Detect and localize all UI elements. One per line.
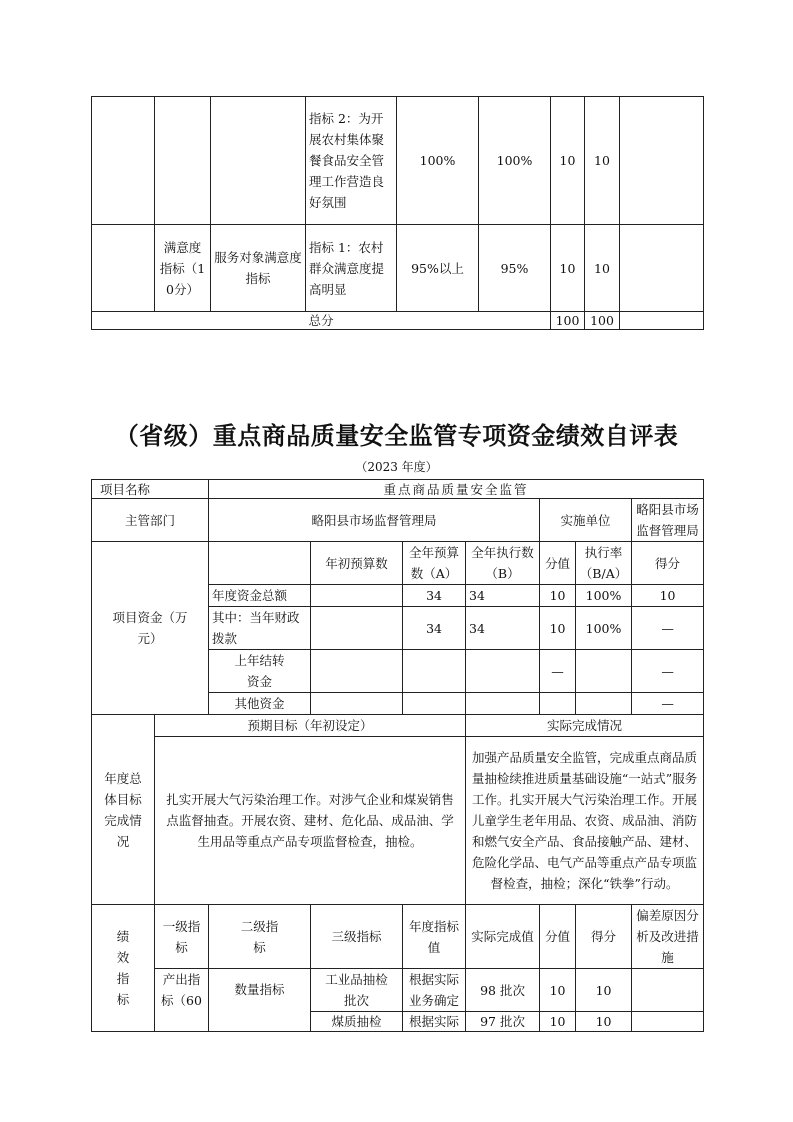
full-header: 全年预算数（A） [403,542,466,585]
dept-value: 略阳县市场监督管理局 [209,499,540,542]
weight-cell: 10 [551,97,585,225]
funds-full: 34 [403,585,466,607]
dept-label: 主管部门 [92,499,209,542]
exec-header: 全年执行数（B） [466,542,540,585]
funds-full: 34 [403,607,466,650]
funds-full [403,650,466,693]
funds-rate: 100% [576,607,632,650]
top-blank-cell [155,97,211,225]
impl-value: 略阳县市场监督管理局 [632,499,704,542]
funds-score: — [632,607,704,650]
funds-initial [311,585,403,607]
funds-row-label: 年度资金总额 [209,585,311,607]
initial-header: 年初预算数 [311,542,403,585]
funds-label: 项目资金（万元） [92,542,209,715]
project-name: 重点商品质量安全监管 [209,480,704,499]
indicator-cell: 指标 1：农村群众满意度提高明显 [306,225,397,312]
level1-cell: 满意度指标（10分） [155,225,211,312]
perf-actual: 97 批次 [466,1012,540,1032]
impl-label: 实施单位 [540,499,632,542]
l3-header: 三级指标 [311,905,403,969]
year-label: （2023 年度） [355,460,438,474]
funds-exec: 34 [466,607,540,650]
total-label: 总分 [92,312,551,330]
score-header: 得分 [576,905,632,969]
actual-header: 实际完成值 [466,905,540,969]
weight-header: 分值 [540,542,576,585]
perf-l3: 煤质抽检 [311,1012,403,1032]
funds-rate [576,693,632,715]
funds-row-label: 其他资金 [209,693,311,715]
perf-actual: 98 批次 [466,969,540,1012]
weight-header: 分值 [540,905,576,969]
funds-exec: 34 [466,585,540,607]
reason-header: 偏差原因分析及改进措施 [632,905,704,969]
actual-label: 实际完成情况 [466,715,704,737]
funds-exec [466,650,540,693]
expected-text: 扎实开展大气污染治理工作。对涉气企业和煤炭销售点监督抽查。开展农资、建材、危化品、成品油、学生用品等重点产品专项监督检查，抽检。 [155,737,466,905]
indicator-cell: 指标 2：为开展农村集体聚餐食品安全管理工作营造良好氛围 [306,97,397,225]
actual-cell: 100% [479,97,551,225]
funds-weight: 10 [540,607,576,650]
expected-label: 预期目标（年初设定） [155,715,466,737]
funds-score: — [632,650,704,693]
funds-weight: — [540,650,576,693]
project-name-label: 项目名称 [92,480,209,499]
perf-weight: 10 [540,969,576,1012]
actual-cell: 95% [479,225,551,312]
funds-initial [311,650,403,693]
score-cell: 10 [585,97,620,225]
reason-cell [620,312,704,330]
page-title: （省级）重点商品质量安全监管专项资金绩效自评表 [114,422,679,450]
perf-target: 根据实际业务确定 [403,969,466,1012]
level2-cell: 服务对象满意度指标 [211,225,306,312]
funds-exec [466,693,540,715]
top-blank-cell [92,225,155,312]
funds-weight: 10 [540,585,576,607]
funds-row-label: 上年结转资金 [209,650,311,693]
perf-weight: 10 [540,1012,576,1032]
perf-score: 10 [576,969,632,1012]
target-cell: 100% [397,97,479,225]
perf-l1: 产出指标（60 [155,969,209,1032]
blank-header-cell [209,542,311,585]
target-header: 年度指标值 [403,905,466,969]
funds-full [403,693,466,715]
perf-l2: 数量指标 [209,969,311,1032]
score-header: 得分 [632,542,704,585]
target-cell: 95%以上 [397,225,479,312]
goal-label: 年度总体目标完成情况 [92,715,155,905]
perf-target: 根据实际 [403,1012,466,1032]
actual-text: 加强产品质量安全监管，完成重点商品质量抽检续推进质量基础设施“一站式”服务工作。扎实开展大气污染治理工作。开展儿童学生老年用品、农资、成品油、消防和燃气安全产品、食品接触产品、建材、危险化学品、电气产品等重点产品专项监督检查，抽检；深化“铁拳”行动。 [466,737,704,905]
rate-header: 执行率（B/A） [576,542,632,585]
funds-weight [540,693,576,715]
reason-cell [620,97,704,225]
total-weight: 100 [551,312,585,330]
perf-reason [632,1012,704,1032]
perf-reason [632,969,704,1012]
top-blank-cell [92,97,155,225]
assessment-table [91,479,704,1032]
funds-rate: 100% [576,585,632,607]
perf-l3: 工业品抽检批次 [311,969,403,1012]
funds-score: — [632,693,704,715]
l1-header: 一级指标 [155,905,209,969]
perf-score: 10 [576,1012,632,1032]
total-score: 100 [585,312,620,330]
l2-header: 二级指标 [209,905,311,969]
perf-label: 绩效指标 [92,905,155,1032]
top-table [91,96,704,330]
funds-initial [311,607,403,650]
funds-score: 10 [632,585,704,607]
weight-cell: 10 [551,225,585,312]
top-blank-cell [211,97,306,225]
funds-rate [576,650,632,693]
funds-row-label: 其中：当年财政拨款 [209,607,311,650]
score-cell: 10 [585,225,620,312]
reason-cell [620,225,704,312]
funds-initial [311,693,403,715]
